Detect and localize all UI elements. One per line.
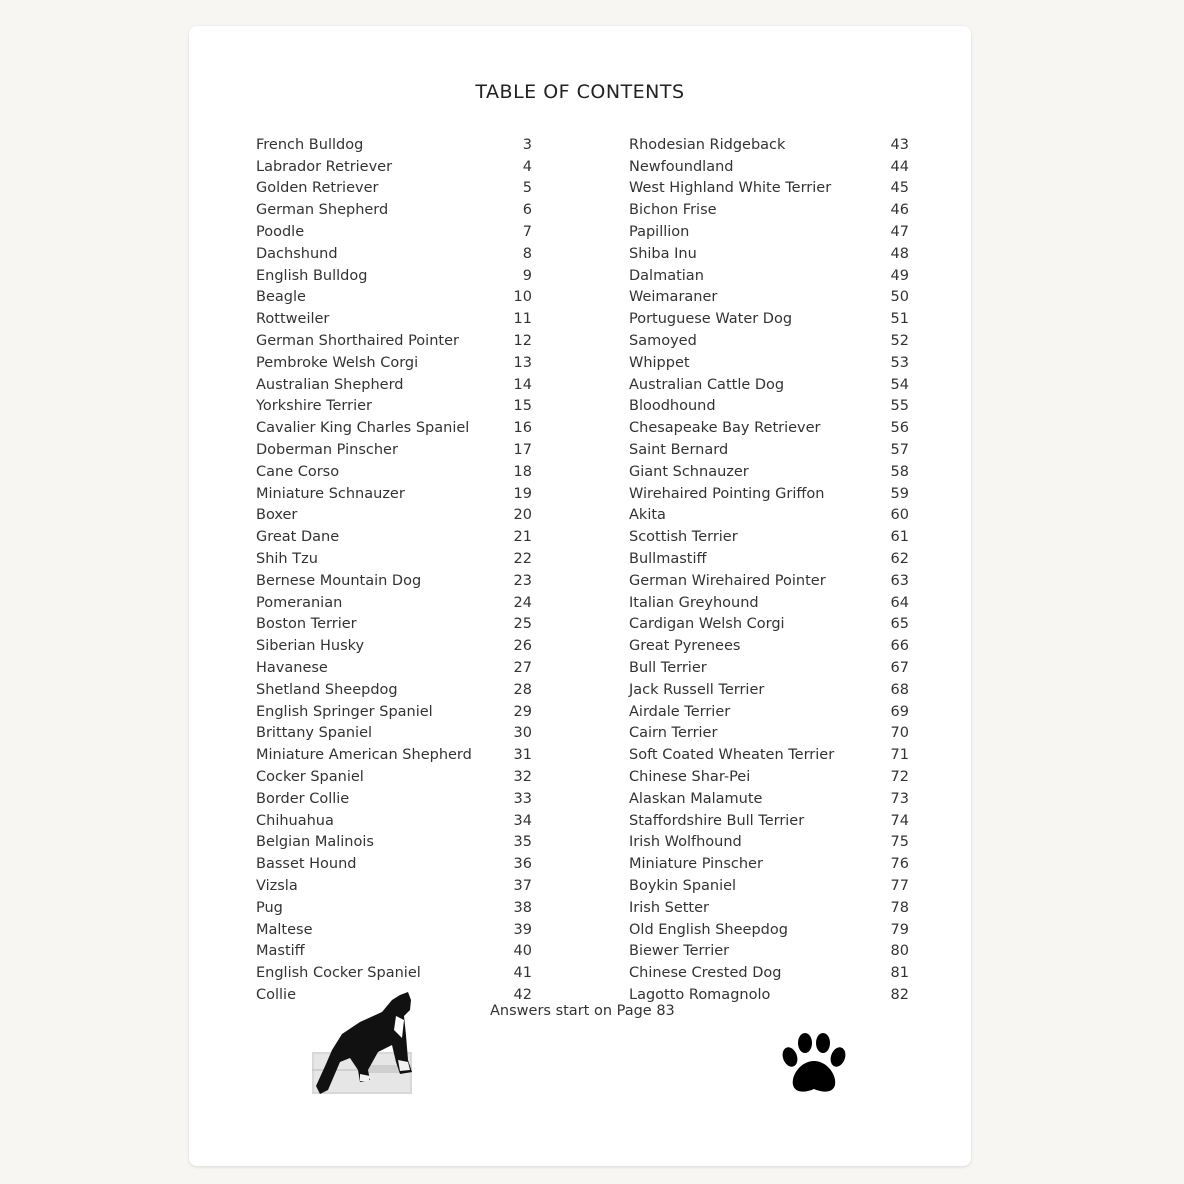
toc-entry-title: Italian Greyhound bbox=[629, 594, 759, 611]
toc-entry bbox=[256, 308, 532, 330]
toc-column-right bbox=[629, 134, 909, 1006]
toc-entry-title: Old English Sheepdog bbox=[629, 921, 788, 938]
toc-entry-page: 74 bbox=[890, 812, 909, 829]
toc-entry-page: 24 bbox=[513, 594, 532, 611]
toc-entry bbox=[629, 962, 909, 984]
toc-entry-page: 13 bbox=[513, 354, 532, 371]
toc-entry bbox=[256, 744, 532, 766]
toc-entry-page: 17 bbox=[513, 442, 532, 459]
toc-entry-title: Miniature American Shepherd bbox=[256, 747, 472, 764]
toc-entry-page: 70 bbox=[890, 725, 909, 742]
toc-entry-page: 49 bbox=[890, 267, 909, 284]
toc-entry-page: 68 bbox=[890, 681, 909, 698]
toc-entry-page: 30 bbox=[513, 725, 532, 742]
toc-entry bbox=[629, 178, 909, 200]
toc-entry-page: 10 bbox=[513, 289, 532, 306]
toc-entry bbox=[629, 679, 909, 701]
toc-entry-page: 73 bbox=[890, 790, 909, 807]
toc-entry-title: Bullmastiff bbox=[629, 551, 707, 568]
toc-entry bbox=[629, 635, 909, 657]
toc-entry bbox=[629, 461, 909, 483]
toc-entry-page: 71 bbox=[890, 747, 909, 764]
toc-entry-title: Brittany Spaniel bbox=[256, 725, 373, 742]
toc-entry-title: Boykin Spaniel bbox=[629, 877, 737, 894]
toc-entry bbox=[256, 832, 532, 854]
toc-entry-title: Whippet bbox=[629, 354, 690, 371]
toc-entry bbox=[629, 134, 909, 156]
toc-entry-title: Portuguese Water Dog bbox=[629, 311, 793, 328]
toc-entry-title: Boxer bbox=[256, 507, 298, 524]
toc-entry-page: 21 bbox=[513, 529, 532, 546]
toc-entry-title: Bull Terrier bbox=[629, 660, 707, 677]
toc-entry bbox=[629, 265, 909, 287]
toc-entry-title: English Springer Spaniel bbox=[256, 703, 433, 720]
toc-entry-page: 51 bbox=[890, 311, 909, 328]
toc-entry-page: 55 bbox=[890, 398, 909, 415]
toc-entry-page: 25 bbox=[513, 616, 532, 633]
toc-entry-page: 32 bbox=[513, 769, 532, 785]
toc-entry bbox=[256, 766, 532, 788]
toc-entry-title: Basset Hound bbox=[256, 856, 357, 873]
toc-entry-page: 56 bbox=[890, 420, 909, 437]
toc-entry bbox=[629, 592, 909, 614]
toc-entry-title: Staffordshire Bull Terrier bbox=[629, 812, 805, 829]
toc-entry-title: Pembroke Welsh Corgi bbox=[256, 354, 419, 371]
toc-entry-page: 7 bbox=[522, 224, 532, 241]
toc-entry bbox=[256, 592, 532, 614]
toc-entry-title: Airdale Terrier bbox=[629, 703, 731, 720]
toc-entry-page: 44 bbox=[890, 158, 909, 175]
toc-entry-title: Collie bbox=[256, 986, 297, 1003]
toc-entry-page: 29 bbox=[513, 703, 532, 720]
toc-entry-title: Wirehaired Pointing Griffon bbox=[629, 485, 825, 502]
toc-entry bbox=[256, 505, 532, 527]
toc-entry-title: Siberian Husky bbox=[256, 638, 365, 655]
toc-entry-page: 36 bbox=[513, 856, 532, 873]
toc-entry bbox=[629, 439, 909, 461]
toc-entry bbox=[629, 287, 909, 309]
toc-entry bbox=[256, 287, 532, 309]
toc-entry bbox=[256, 461, 532, 483]
toc-entry-page: 53 bbox=[890, 354, 909, 371]
toc-entry-title: Australian Cattle Dog bbox=[629, 376, 785, 393]
toc-entry-title: French Bulldog bbox=[256, 136, 364, 153]
toc-entry bbox=[256, 723, 532, 745]
toc-entry-title: Shetland Sheepdog bbox=[256, 681, 398, 698]
toc-entry-title: Saint Bernard bbox=[629, 442, 729, 459]
toc-entry bbox=[256, 679, 532, 701]
toc-entry-title: West Highland White Terrier bbox=[629, 180, 832, 197]
toc-entry bbox=[629, 701, 909, 723]
toc-entry bbox=[256, 635, 532, 657]
toc-entry-title: Dachshund bbox=[256, 245, 338, 262]
toc-entry-title: Pomeranian bbox=[256, 594, 343, 611]
toc-entry-title: Cavalier King Charles Spaniel bbox=[256, 420, 470, 437]
toc-entry bbox=[629, 810, 909, 832]
toc-entry-title: Beagle bbox=[256, 289, 306, 306]
toc-column-left bbox=[256, 134, 532, 1006]
toc-entry-page: 66 bbox=[890, 638, 909, 655]
toc-entry-page: 79 bbox=[890, 921, 909, 938]
toc-entry-title: Irish Setter bbox=[629, 899, 709, 916]
toc-entry-page: 48 bbox=[890, 245, 909, 262]
toc-entry bbox=[256, 940, 532, 962]
toc-entry-title: Poodle bbox=[256, 224, 305, 241]
toc-entry-page: 14 bbox=[513, 376, 532, 393]
toc-entry bbox=[629, 396, 909, 418]
toc-entry-page: 78 bbox=[890, 899, 909, 916]
toc-entry-title: Shih Tzu bbox=[256, 551, 318, 568]
toc-entry bbox=[629, 657, 909, 679]
toc-entry-title: Miniature Pinscher bbox=[629, 856, 763, 873]
toc-entry-page: 3 bbox=[522, 136, 532, 153]
toc-entry-page: 23 bbox=[513, 572, 532, 589]
toc-entry-page: 43 bbox=[890, 136, 909, 153]
toc-entry bbox=[256, 483, 532, 505]
toc-entry bbox=[629, 374, 909, 396]
toc-entry-title: Alaskan Malamute bbox=[629, 790, 763, 807]
toc-entry-page: 37 bbox=[513, 877, 532, 894]
toc-entry-title: Bloodhound bbox=[629, 398, 716, 415]
toc-entry bbox=[256, 614, 532, 636]
toc-entry bbox=[256, 439, 532, 461]
toc-entry-title: Weimaraner bbox=[629, 289, 718, 306]
toc-entry bbox=[629, 919, 909, 941]
toc-entry-title: Yorkshire Terrier bbox=[256, 398, 372, 415]
toc-entry-page: 20 bbox=[513, 507, 532, 524]
toc-entry bbox=[629, 744, 909, 766]
toc-entry-page: 72 bbox=[890, 769, 909, 785]
toc-entry-title: Cocker Spaniel bbox=[256, 769, 364, 785]
toc-entry-title: Akita bbox=[629, 507, 666, 524]
toc-entry-title: Maltese bbox=[256, 921, 313, 938]
toc-entry bbox=[629, 308, 909, 330]
toc-entry-page: 11 bbox=[513, 311, 532, 328]
toc-entry bbox=[629, 570, 909, 592]
toc-entry bbox=[256, 919, 532, 941]
toc-entry bbox=[629, 243, 909, 265]
toc-entry bbox=[256, 265, 532, 287]
toc-entry bbox=[256, 417, 532, 439]
toc-entry bbox=[629, 330, 909, 352]
toc-entry-title: Shiba Inu bbox=[629, 245, 697, 262]
toc-entry-page: 12 bbox=[513, 333, 532, 350]
toc-entry-page: 58 bbox=[890, 463, 909, 480]
toc-entry-title: Bichon Frise bbox=[629, 202, 717, 219]
toc-entry-page: 9 bbox=[522, 267, 532, 284]
toc-entry-title: Great Pyrenees bbox=[629, 638, 741, 655]
toc-entry-page: 42 bbox=[513, 986, 532, 1003]
toc-entry bbox=[256, 962, 532, 984]
toc-entry bbox=[629, 853, 909, 875]
toc-entry bbox=[629, 548, 909, 570]
toc-entry-page: 57 bbox=[890, 442, 909, 459]
toc-entry-page: 62 bbox=[890, 551, 909, 568]
toc-entry-page: 26 bbox=[513, 638, 532, 655]
toc-entry bbox=[256, 570, 532, 592]
toc-entry-title: Chihuahua bbox=[256, 812, 334, 829]
toc-entry-page: 39 bbox=[513, 921, 532, 938]
toc-entry bbox=[256, 396, 532, 418]
toc-entry-page: 69 bbox=[890, 703, 909, 720]
toc-entry-title: German Wirehaired Pointer bbox=[629, 572, 826, 589]
toc-entry-page: 82 bbox=[890, 986, 909, 1003]
toc-entry-page: 8 bbox=[522, 245, 532, 262]
toc-entry-title: Golden Retriever bbox=[256, 180, 379, 197]
toc-entry-page: 67 bbox=[890, 660, 909, 677]
toc-entry bbox=[629, 221, 909, 243]
toc-entry-title: Samoyed bbox=[629, 333, 697, 350]
toc-entry-page: 35 bbox=[513, 834, 532, 851]
toc-entry bbox=[629, 723, 909, 745]
toc-entry-title: Australian Shepherd bbox=[256, 376, 404, 393]
toc-entry bbox=[256, 788, 532, 810]
toc-entry bbox=[256, 701, 532, 723]
toc-entry-title: Cairn Terrier bbox=[629, 725, 718, 742]
toc-entry bbox=[629, 352, 909, 374]
toc-entry-title: Boston Terrier bbox=[256, 616, 357, 633]
toc-entry-page: 64 bbox=[890, 594, 909, 611]
toc-entry-page: 4 bbox=[522, 158, 532, 175]
toc-entry-page: 6 bbox=[522, 202, 532, 219]
toc-entry-title: Chinese Shar-Pei bbox=[629, 769, 751, 785]
toc-entry bbox=[256, 199, 532, 221]
toc-entry-title: Cane Corso bbox=[256, 463, 340, 480]
toc-entry-page: 77 bbox=[890, 877, 909, 894]
toc-entry bbox=[256, 374, 532, 396]
toc-entry-page: 31 bbox=[513, 747, 532, 764]
toc-entry bbox=[629, 526, 909, 548]
toc-entry-title: Doberman Pinscher bbox=[256, 442, 398, 459]
toc-entry-title: Rottweiler bbox=[256, 311, 330, 328]
toc-entry-title: Border Collie bbox=[256, 790, 350, 807]
toc-entry-page: 60 bbox=[890, 507, 909, 524]
toc-entry-page: 54 bbox=[890, 376, 909, 393]
toc-entry-title: Chinese Crested Dog bbox=[629, 965, 782, 982]
toc-entry bbox=[256, 526, 532, 548]
toc-entry-page: 5 bbox=[522, 180, 532, 197]
toc-entry bbox=[256, 156, 532, 178]
toc-entry-title: Belgian Malinois bbox=[256, 834, 374, 851]
toc-entry-page: 80 bbox=[890, 943, 909, 960]
toc-entry-page: 65 bbox=[890, 616, 909, 633]
toc-entry-page: 52 bbox=[890, 333, 909, 350]
toc-entry-page: 76 bbox=[890, 856, 909, 873]
toc-entry-page: 28 bbox=[513, 681, 532, 698]
toc-entry-page: 38 bbox=[513, 899, 532, 916]
toc-entry-page: 15 bbox=[513, 398, 532, 415]
toc-entry-page: 45 bbox=[890, 180, 909, 197]
toc-entry bbox=[629, 417, 909, 439]
toc-entry bbox=[629, 832, 909, 854]
toc-entry-title: Scottish Terrier bbox=[629, 529, 738, 546]
toc-entry-title: Pug bbox=[256, 899, 283, 916]
toc-entry-title: Mastiff bbox=[256, 943, 305, 960]
toc-entry-page: 16 bbox=[513, 420, 532, 437]
toc-entry-page: 46 bbox=[890, 202, 909, 219]
toc-entry-title: English Bulldog bbox=[256, 267, 368, 284]
toc-entry-title: Rhodesian Ridgeback bbox=[629, 136, 786, 153]
toc-entry-title: German Shepherd bbox=[256, 202, 389, 219]
toc-entry-page: 33 bbox=[513, 790, 532, 807]
toc-entry bbox=[256, 178, 532, 200]
toc-entry-title: Dalmatian bbox=[629, 267, 704, 284]
toc-entry bbox=[256, 853, 532, 875]
toc-entry bbox=[629, 199, 909, 221]
toc-entry bbox=[629, 897, 909, 919]
answers-note: Answers start on Page 83 bbox=[490, 1003, 675, 1019]
toc-entry-title: Labrador Retriever bbox=[256, 158, 393, 175]
document-page bbox=[189, 26, 971, 1166]
toc-entry-title: Great Dane bbox=[256, 529, 340, 546]
toc-entry bbox=[256, 810, 532, 832]
toc-entry-title: Biewer Terrier bbox=[629, 943, 730, 960]
dog-image bbox=[312, 990, 416, 1098]
toc-entry bbox=[256, 875, 532, 897]
toc-entry-title: Giant Schnauzer bbox=[629, 463, 749, 480]
toc-entry bbox=[629, 483, 909, 505]
toc-entry-page: 18 bbox=[513, 463, 532, 480]
toc-entry bbox=[629, 788, 909, 810]
toc-entry-page: 34 bbox=[513, 812, 532, 829]
toc-entry-page: 27 bbox=[513, 660, 532, 677]
page-title: TABLE OF CONTENTS bbox=[475, 81, 685, 103]
toc-entry-page: 22 bbox=[513, 551, 532, 568]
toc-entry-title: Vizsla bbox=[256, 877, 298, 894]
toc-entry-title: English Cocker Spaniel bbox=[256, 965, 421, 982]
toc-entry-title: Cardigan Welsh Corgi bbox=[629, 616, 785, 633]
toc-entry bbox=[256, 134, 532, 156]
toc-entry bbox=[629, 940, 909, 962]
toc-entry bbox=[629, 766, 909, 788]
toc-entry-title: Bernese Mountain Dog bbox=[256, 572, 422, 589]
toc-entry-page: 40 bbox=[513, 943, 532, 960]
toc-entry-page: 19 bbox=[513, 485, 532, 502]
toc-entry-page: 63 bbox=[890, 572, 909, 589]
toc-entry-title: Havanese bbox=[256, 660, 328, 677]
toc-entry bbox=[256, 330, 532, 352]
toc-entry bbox=[256, 243, 532, 265]
toc-entry-page: 75 bbox=[890, 834, 909, 851]
toc-entry-page: 50 bbox=[890, 289, 909, 306]
toc-entry-title: Soft Coated Wheaten Terrier bbox=[629, 747, 835, 764]
paw-print-icon bbox=[777, 1033, 851, 1097]
toc-entry-title: Miniature Schnauzer bbox=[256, 485, 405, 502]
toc-entry-title: Chesapeake Bay Retriever bbox=[629, 420, 821, 437]
toc-entry bbox=[256, 548, 532, 570]
toc-entry-title: Irish Wolfhound bbox=[629, 834, 742, 851]
toc-entry bbox=[256, 221, 532, 243]
toc-entry-page: 47 bbox=[890, 224, 909, 241]
toc-entry-title: German Shorthaired Pointer bbox=[256, 333, 459, 350]
toc-entry bbox=[256, 352, 532, 374]
toc-entry bbox=[629, 505, 909, 527]
toc-entry-title: Papillion bbox=[629, 224, 690, 241]
toc-entry-page: 41 bbox=[513, 965, 532, 982]
toc-entry-page: 81 bbox=[890, 965, 909, 982]
toc-entry bbox=[256, 897, 532, 919]
toc-entry-page: 59 bbox=[890, 485, 909, 502]
toc-entry-page: 61 bbox=[890, 529, 909, 546]
toc-entry bbox=[629, 614, 909, 636]
toc-entry-title: Lagotto Romagnolo bbox=[629, 986, 771, 1003]
toc-entry-title: Newfoundland bbox=[629, 158, 734, 175]
toc-entry bbox=[629, 875, 909, 897]
toc-entry bbox=[629, 156, 909, 178]
toc-entry bbox=[256, 657, 532, 679]
toc-entry-title: Jack Russell Terrier bbox=[629, 681, 765, 698]
